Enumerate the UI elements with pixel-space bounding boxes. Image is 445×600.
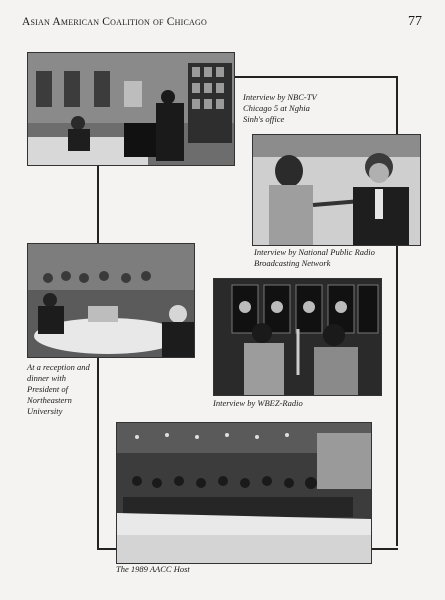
photo-npr-interview bbox=[252, 134, 421, 246]
photo-nbc-interview bbox=[27, 52, 235, 166]
caption-nbc: Interview by NBC-TV Chicago 5 at Nghia Sinh's office bbox=[243, 92, 323, 125]
page-header bbox=[22, 14, 422, 36]
caption-reception: At a reception and dinner with President of Northeastern University bbox=[27, 362, 93, 417]
caption-wbez: Interview by WBEZ-Radio bbox=[213, 398, 333, 409]
photo-reception-dinner bbox=[27, 243, 195, 358]
frame-line-top bbox=[234, 76, 398, 78]
page-number: 77 bbox=[408, 14, 422, 29]
photo-wbez-interview bbox=[213, 278, 382, 396]
caption-npr: Interview by National Public Radio Broadcasting Network bbox=[254, 247, 394, 269]
caption-aacc-host: The 1989 AACC Host bbox=[116, 564, 236, 575]
photo-aacc-host bbox=[116, 422, 372, 564]
running-head: Asian American Coalition of Chicago bbox=[22, 16, 207, 28]
